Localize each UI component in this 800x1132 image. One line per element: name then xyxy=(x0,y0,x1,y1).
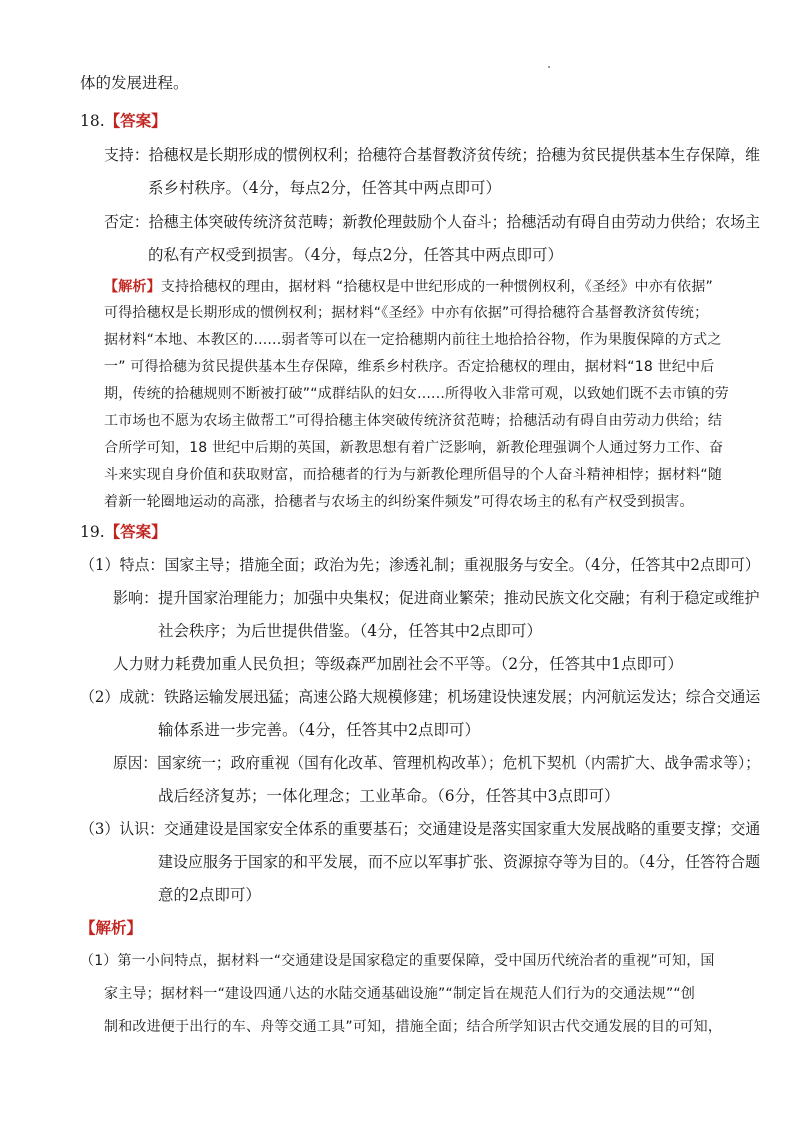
q18-answer-tag: 【答案】 xyxy=(104,111,167,130)
q19-p3-line-1: （3）认识：交通建设是国家安全体系的重要基石；交通建设是落实国家重大发展战略的重要支撑；交通 xyxy=(80,820,761,838)
q18-analysis-line-7: 合所学可知，18 世纪中后期的英国，新教思想有着广泛影响，新教伦理强调个人通过努力工作、奋 xyxy=(104,440,724,456)
q19-analysis-tag: 【解析】 xyxy=(80,918,143,937)
q19-answer-tag: 【答案】 xyxy=(104,522,167,541)
q19-analysis-line-3: 制和改进便于出行的车、舟等交通工具”可知，措施全面；结合所学知识古代交通发展的目的可知， xyxy=(104,1019,723,1035)
q18-support-line-1: 支持：拾穗权是长期形成的惯例权利；拾穗符合基督教济贫传统；拾穗为贫民提供基本生存保障，维 xyxy=(104,146,761,164)
q19-p1-line-1: （1）特点：国家主导；措施全面；政治为先；渗透礼制；重视服务与安全。（4分，任答其中2点即可） xyxy=(80,556,760,574)
q19-p2-line-3: 原因：国家统一；政府重视（国有化改革、管理机构改革）；危机下契机（内需扩大、战争需求等）； xyxy=(113,754,761,772)
intro-line: 体的发展进程。 xyxy=(80,74,189,92)
q18-analysis-line-2: 可得拾穗权是长期形成的惯例权利；据材料“《圣经》中亦有依据”可得拾穗符合基督教济贫传统； xyxy=(104,305,709,321)
q18-analysis-text-1: 支持拾穗权的理由，据材料 “拾穗权是中世纪形成的一种惯例权利，《圣经》中亦有依据” xyxy=(160,279,713,295)
q19-p1-line-3: 社会秩序；为后世提供借鉴。（4分，任答其中2点即可） xyxy=(158,622,542,640)
q18-analysis-line-6: 工市场也不愿为农场主做帮工”可得拾穗主体突破传统济贫范畴；拾穗活动有碍自由劳动力供给；结 xyxy=(104,413,723,429)
q19-analysis-line-2: 家主导；据材料一“建设四通八达的水陆交通基础设施”“制定旨在规范人们行为的交通法规”“创 xyxy=(104,986,696,1002)
q19-analysis-line-1: （1）第一小问特点，据材料一“交通建设是国家稳定的重要保障，受中国历代统治者的重视”可知，国 xyxy=(80,953,715,969)
scan-speck xyxy=(548,66,550,68)
q18-analysis-line-1 xyxy=(104,276,713,298)
q18-analysis-tag: 【解析】 xyxy=(104,279,161,295)
q18-analysis-line-5: 期，传统的拾穗规则不断被打破”“成群结队的妇女......所得收入非常可观，以致她们既不去市镇的劳 xyxy=(104,386,730,402)
q19-p2-line-2: 输体系进一步完善。（4分，任答其中2点即可） xyxy=(158,721,480,739)
q19-number: 19. xyxy=(80,523,105,541)
q18-analysis-line-9: 着新一轮圈地运动的高涨，拾穗者与农场主的纠纷案件频发”可得农场主的私有产权受到损害。 xyxy=(104,494,694,510)
q19-p3-line-2: 建设应服务于国家的和平发展，而不应以军事扩张、资源掠夺等为目的。（4分，任答符合题 xyxy=(158,853,761,871)
q19-p1-line-4: 人力财力耗费加重人民负担；等级森严加剧社会不平等。（2分，任答其中1点即可） xyxy=(113,655,683,673)
q18-analysis-line-4: 一” 可得拾穗为贫民提供基本生存保障，维系乡村秩序。否定拾穗权的理由，据材料“18 世纪中后 xyxy=(104,359,715,375)
q18-analysis-line-8: 斗来实现自身价值和获取财富，而拾穗者的行为与新教伦理所倡导的个人奋斗精神相悖；据材料“随 xyxy=(104,467,723,483)
q19-p2-line-1: （2）成就：铁路运输发展迅猛；高速公路大规模修建；机场建设快速发展；内河航运发达；综合交通运 xyxy=(80,688,761,706)
q18-oppose-line-2: 的私有产权受到损害。（4分，每点2分，任答其中两点即可） xyxy=(148,246,563,264)
q18-heading xyxy=(80,110,167,132)
q19-p1-line-2: 影响：提升国家治理能力；加强中央集权；促进商业繁荣；推动民族文化交融；有利于稳定或维护 xyxy=(113,589,760,607)
q18-support-line-2: 系乡村秩序。（4分，每点2分，任答其中两点即可） xyxy=(148,179,501,197)
q19-p2-line-4: 战后经济复苏；一体化理念；工业革命。（6分，任答其中3点即可） xyxy=(158,787,620,805)
q18-oppose-line-1: 否定：拾穗主体突破传统济贫范畴；新教伦理鼓励个人奋斗；拾穗活动有碍自由劳动力供给；农场主 xyxy=(104,213,761,231)
q19-heading xyxy=(80,521,167,543)
q19-p3-line-3: 意的2点即可） xyxy=(158,886,261,904)
q18-analysis-line-3: 据材料“本地、本教区的......弱者等可以在一定拾穗期内前往土地拾拾谷物，作为果腹保障的方式之 xyxy=(104,332,722,348)
q18-number: 18. xyxy=(80,112,105,130)
